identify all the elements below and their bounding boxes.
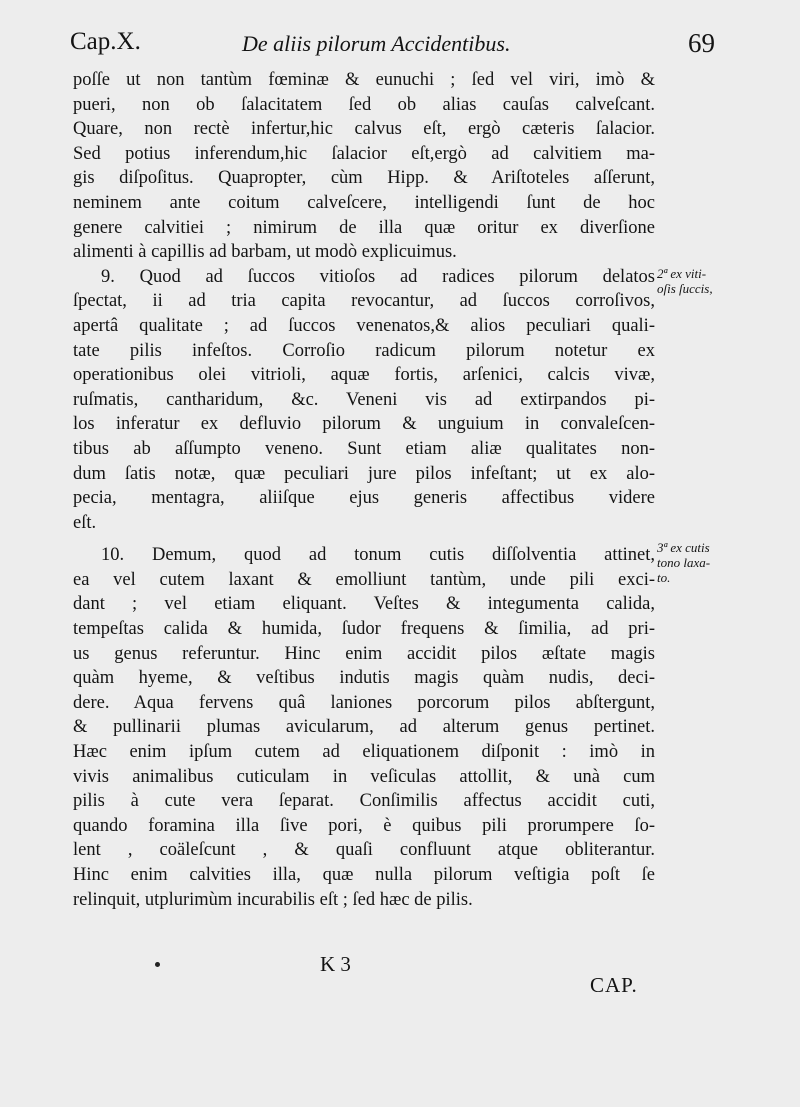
text-line: poſſe ut non tantùm fœminæ & eunuchi ; ſed vel viri, imò &: [73, 70, 655, 90]
text-line: alimenti à capillis ad barbam, ut modò explicuimus.: [73, 242, 457, 263]
paragraph-10-start: 10. Demum, quod ad tonum cutis diſſolventia attinet,: [101, 545, 655, 566]
text-line: & pullinarii plumas avicularum, ad alterum genus pertinet.: [73, 717, 655, 738]
body-text: [73, 68, 655, 912]
text-line: los inferatur ex defluvio pilorum & unguium in convaleſcen-: [73, 414, 655, 435]
chapter-label: Cap.X.: [70, 28, 141, 55]
running-header: [70, 28, 715, 64]
margin-note-2: [657, 266, 797, 296]
text-line: operationibus olei vitrioli, aquæ fortis, arſenici, calcis vivæ,: [73, 365, 655, 386]
text-line: tempeſtas calida & humida, ſudor frequens & ſimilia, ad pri-: [73, 619, 655, 640]
text-line: neminem ante coitum calveſcere, intelligendi ſunt de hoc: [73, 192, 655, 213]
text-line: pueri, non ob ſalacitatem ſed ob alias cauſas calveſcant.: [73, 94, 655, 115]
text-line: ſpectat, ii ad tria capita revocantur, ad ſuccos corroſivos,: [73, 291, 655, 312]
text-line: gis diſpoſitus. Quapropter, cùm Hipp. & Ariſtoteles aſſerunt,: [73, 168, 655, 189]
running-title: De aliis pilorum Accidentibus.: [242, 31, 511, 56]
margin-note-line: oſis ſuccis,: [657, 281, 713, 296]
margin-note-line: tono laxa-: [657, 555, 711, 570]
catchword: CAP.: [590, 973, 638, 997]
text-line: ea vel cutem laxant & emolliunt tantùm, unde pili exci-: [73, 569, 655, 590]
text-line: tibus ab aſſumpto veneno. Sunt etiam aliæ qualitates non-: [73, 438, 655, 459]
text-line: quàm hyeme, & veſtibus indutis magis quàm nudis, deci-: [73, 668, 655, 689]
text-line: relinquit, utplurimùm incurabilis eſt ; ſed hæc de pilis.: [73, 889, 473, 910]
paragraph-9-start: 9. Quod ad ſuccos vitioſos ad radices pilorum delatos: [101, 266, 655, 287]
printer-mark: [155, 962, 160, 967]
text-line: pilis à cute vera ſeparat. Conſimilis affectus accidit cuti,: [73, 791, 655, 812]
margin-note-line: 2ª ex viti-: [657, 266, 707, 281]
text-line: Sed potius inferendum,hic ſalacior eſt,ergò ad calvitiem ma-: [73, 143, 655, 164]
text-line: dant ; vel etiam eliquant. Veſtes & integumenta calida,: [73, 594, 655, 615]
margin-note-3: [657, 540, 797, 585]
text-line: quando foramina illa ſive pori, è quibus pili prorumpere ſo-: [73, 815, 655, 836]
margin-note-line: 3ª ex cutis: [657, 540, 710, 555]
text-line: genere calvitiei ; nimirum de illa quæ oritur ex diverſione: [73, 217, 655, 238]
margin-note-line: to.: [657, 570, 671, 585]
text-line: us genus referuntur. Hinc enim accidit pilos æſtate magis: [73, 643, 655, 664]
page-number: 69: [688, 28, 715, 58]
text-line: vivis animalibus cuticulam in veſiculas attollit, & unà cum: [73, 766, 655, 787]
text-line: apertâ qualitate ; ad ſuccos venenatos,& alios peculiari quali-: [73, 315, 655, 336]
text-line: tate pilis infeſtos. Corroſio radicum pilorum notetur ex: [73, 340, 655, 361]
text-line: Hinc enim calvities illa, quæ nulla pilorum veſtigia poſt ſe: [73, 865, 655, 885]
text-line: ruſmatis, cantharidum, &c. Veneni vis ad extirpandos pi-: [73, 389, 655, 410]
text-line: dere. Aqua fervens quâ laniones porcorum pilos abſtergunt,: [73, 692, 655, 713]
text-line: lent , coäleſcunt , & quaſi confluunt atque obliterantur.: [73, 840, 655, 861]
text-line: dum ſatis notæ, quæ peculiari jure pilos infeſtant; ut ex alo-: [73, 463, 655, 484]
text-line: Hæc enim ipſum cutem ad eliquationem diſponit : imò in: [73, 742, 655, 763]
text-line: eſt.: [73, 512, 97, 533]
text-line: pecia, mentagra, aliiſque ejus generis affectibus videre: [73, 488, 655, 509]
text-line: Quare, non rectè infertur,hic calvus eſt, ergò cæteris ſalacior.: [73, 119, 655, 140]
signature-mark: K 3: [320, 952, 351, 976]
